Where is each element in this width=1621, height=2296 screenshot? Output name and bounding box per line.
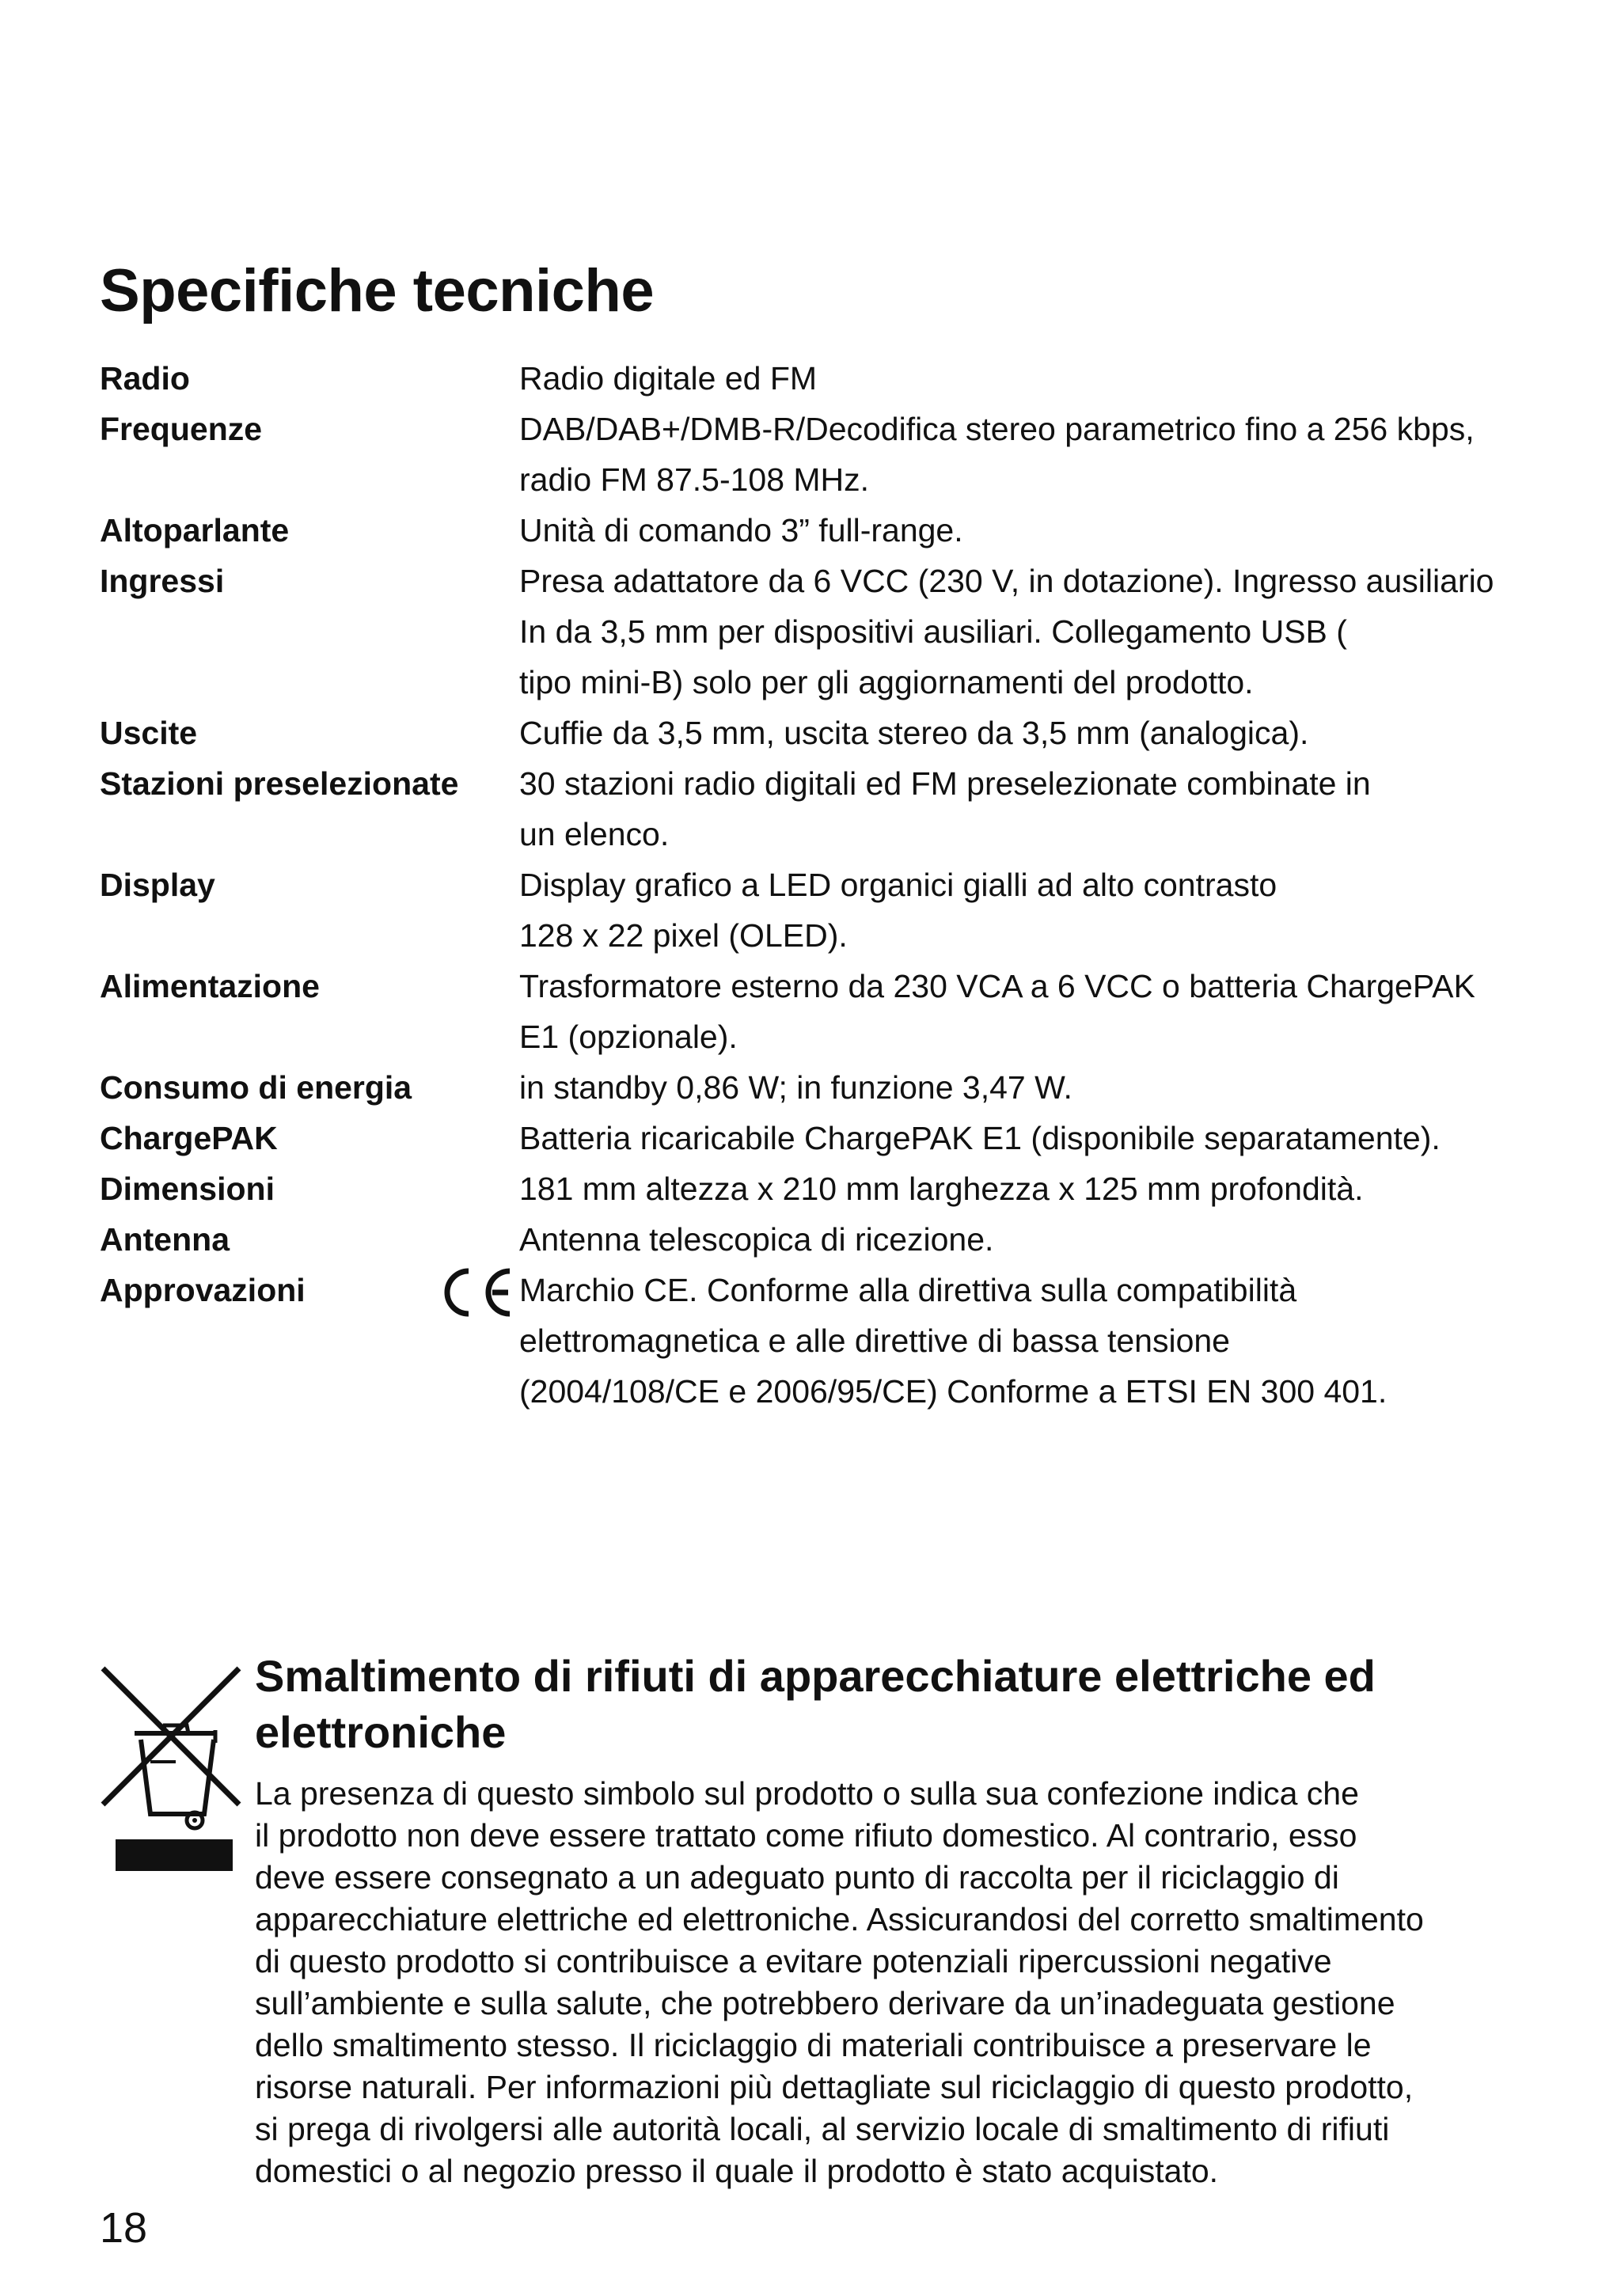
spec-label: Consumo di energia [100, 1069, 412, 1106]
spec-value [519, 1113, 1548, 1163]
spec-value-line: elettromagnetica e alle direttive di bassa tensione [519, 1323, 1230, 1359]
spec-row-dimensioni [100, 1163, 1548, 1214]
weee-body-text [255, 1773, 1600, 2192]
spec-value [519, 505, 1548, 556]
spec-label: Ingressi [100, 563, 225, 599]
spec-value [519, 1163, 1548, 1214]
spec-value-line: 30 stazioni radio digitali ed FM preselezionate combinate in [519, 765, 1371, 802]
weee-body-line: apparecchiature elettriche ed elettroniche. Assicurandosi del corretto smaltimento [255, 1901, 1424, 1937]
spec-value-line: un elenco. [519, 816, 670, 852]
spec-value-line: Batteria ricaricabile ChargePAK E1 (disponibile separatamente). [519, 1120, 1441, 1156]
spec-value [519, 961, 1548, 1062]
spec-label: Radio [100, 360, 190, 397]
spec-row-stazioni-preselezionate [100, 758, 1548, 860]
spec-value-line: DAB/DAB+/DMB-R/Decodifica stereo parametrico fino a 256 kbps, [519, 411, 1475, 447]
spec-label: Frequenze [100, 411, 263, 447]
spec-label: Altoparlante [100, 512, 290, 548]
spec-value-line: In da 3,5 mm per dispositivi ausiliari. Collegamento USB ( [519, 613, 1347, 650]
weee-body-line: il prodotto non deve essere trattato come rifiuto domestico. Al contrario, esso [255, 1817, 1357, 1854]
spec-value-line: (2004/108/CE e 2006/95/CE) Conforme a ETSI EN 300 401. [519, 1373, 1388, 1410]
page-title: Specifiche tecniche [100, 257, 655, 324]
spec-value-line: 181 mm altezza x 210 mm larghezza x 125 mm profondità. [519, 1171, 1364, 1207]
ce-mark-icon [437, 1268, 514, 1317]
spec-label: Uscite [100, 715, 198, 751]
spec-value-line: Antenna telescopica di ricezione. [519, 1221, 994, 1258]
spec-value [519, 556, 1548, 708]
weee-body-line: di questo prodotto si contribuisce a evitare potenziali ripercussioni negative [255, 1943, 1332, 1979]
spec-label: Dimensioni [100, 1171, 275, 1207]
spec-value-line: 128 x 22 pixel (OLED). [519, 917, 848, 954]
spec-value-line: Presa adattatore da 6 VCC (230 V, in dotazione). Ingresso ausiliario [519, 563, 1494, 599]
spec-row-chargepak [100, 1113, 1548, 1163]
weee-title-line: elettroniche [255, 1707, 507, 1757]
spec-value-line: Unità di comando 3” full-range. [519, 512, 963, 548]
spec-row-antenna [100, 1214, 1548, 1265]
spec-value-line: radio FM 87.5-108 MHz. [519, 461, 870, 498]
spec-row-uscite [100, 708, 1548, 758]
spec-row-altoparlante [100, 505, 1548, 556]
spec-row-approvazioni [100, 1265, 1548, 1417]
spec-table [100, 353, 1548, 1417]
spec-label: Antenna [100, 1221, 230, 1258]
spec-row-alimentazione [100, 961, 1548, 1062]
weee-body-line: sull’ambiente e sulla salute, che potrebbero derivare da un’inadeguata gestione [255, 1985, 1395, 2021]
weee-body-line: risorse naturali. Per informazioni più dettagliate sul riciclaggio di questo prodotto, [255, 2069, 1414, 2105]
weee-body-line: deve essere consegnato a un adeguato punto di raccolta per il riciclaggio di [255, 1859, 1339, 1896]
spec-label: ChargePAK [100, 1120, 278, 1156]
crossed-out-wheelie-bin-icon [100, 1664, 249, 1877]
spec-row-radio [100, 353, 1548, 404]
weee-section-title [255, 1648, 1585, 1760]
spec-value [519, 758, 1548, 860]
spec-label: Approvazioni [100, 1272, 306, 1308]
spec-value [519, 860, 1548, 961]
spec-value-line: Display grafico a LED organici gialli ad alto contrasto [519, 867, 1277, 903]
spec-value [519, 1214, 1548, 1265]
weee-body-line: La presenza di questo simbolo sul prodotto o sulla sua confezione indica che [255, 1775, 1359, 1812]
spec-label: Display [100, 867, 215, 903]
spec-row-frequenze [100, 404, 1548, 505]
spec-value [519, 1265, 1548, 1417]
spec-row-consumo-di-energia [100, 1062, 1548, 1113]
weee-body-line: dello smaltimento stesso. Il riciclaggio di materiali contribuisce a preservare le [255, 2027, 1372, 2063]
spec-value [519, 708, 1548, 758]
spec-value-line: Marchio CE. Conforme alla direttiva sulla compatibilità [519, 1272, 1297, 1308]
weee-body-line: si prega di rivolgersi alle autorità locali, al servizio locale di smaltimento di rifiuti [255, 2111, 1390, 2147]
spec-row-display [100, 860, 1548, 961]
weee-body-line: domestici o al negozio presso il quale il prodotto è stato acquistato. [255, 2153, 1219, 2189]
spec-value [519, 404, 1548, 505]
spec-value-line: tipo mini-B) solo per gli aggiornamenti del prodotto. [519, 664, 1254, 700]
spec-value-line: in standby 0,86 W; in funzione 3,47 W. [519, 1069, 1072, 1106]
spec-value [519, 1062, 1548, 1113]
spec-label: Alimentazione [100, 968, 320, 1004]
page-number: 18 [100, 2204, 148, 2252]
spec-value-line: E1 (opzionale). [519, 1019, 738, 1055]
weee-title-line: Smaltimento di rifiuti di apparecchiature elettriche ed [255, 1651, 1376, 1701]
spec-value [519, 353, 1548, 404]
spec-value-line: Trasformatore esterno da 230 VCA a 6 VCC o batteria ChargePAK [519, 968, 1475, 1004]
spec-value-line: Radio digitale ed FM [519, 360, 818, 397]
spec-row-ingressi [100, 556, 1548, 708]
spec-value-line: Cuffie da 3,5 mm, uscita stereo da 3,5 mm (analogica). [519, 715, 1309, 751]
spec-label: Stazioni preselezionate [100, 765, 459, 802]
